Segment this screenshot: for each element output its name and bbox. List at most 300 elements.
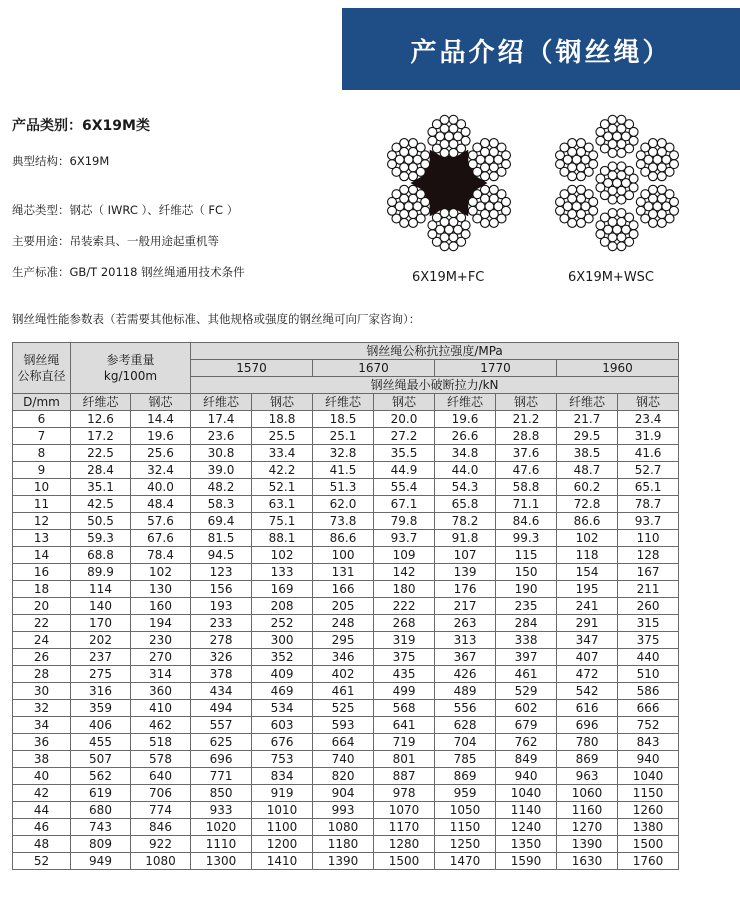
table-cell: 263 [435,615,496,632]
table-cell: 22.5 [71,445,131,462]
table-cell: 507 [71,751,131,768]
wire [608,162,617,171]
table-cell: 696 [557,717,618,734]
header-weight-line1: 参考重量 [106,353,155,367]
table-cell: 679 [496,717,557,734]
table-cell: 50.5 [71,513,131,530]
table-cell: 52.7 [618,462,679,479]
table-cell: 1150 [618,785,679,802]
table-cell: 19.6 [435,411,496,428]
table-cell: 1270 [557,819,618,836]
table-cell: 869 [435,768,496,785]
table-cell: 949 [71,853,131,870]
table-cell: 176 [435,581,496,598]
wire [629,174,638,183]
table-cell: 12.6 [71,411,131,428]
table-cell: 30.8 [191,445,252,462]
table-cell: 22 [13,615,71,632]
rope-cross-section-wsc-diagram [546,112,688,254]
table-cell: 114 [71,581,131,598]
table-cell: 1260 [618,802,679,819]
table-cell: 557 [191,717,252,734]
wire [617,195,626,204]
table-cell: 706 [131,785,191,802]
table-cell: 959 [435,785,496,802]
table-cell: 26 [13,649,71,666]
table-row [13,445,679,462]
table-cell: 18.5 [313,411,374,428]
table-cell: 233 [191,615,252,632]
table-cell: 115 [496,547,557,564]
table-row [13,564,679,581]
table-cell: 57.6 [131,513,191,530]
wire [461,221,470,230]
table-cell: 375 [618,632,679,649]
table-cell: 202 [71,632,131,649]
table-cell: 16 [13,564,71,581]
table-cell: 14.4 [131,411,191,428]
wire [440,209,449,218]
table-cell: 696 [191,751,252,768]
table-cell: 440 [618,649,679,666]
table-cell: 58.3 [191,496,252,513]
table-cell: 35.5 [374,445,435,462]
table-cell: 435 [374,666,435,683]
table-cell: 26.6 [435,428,496,445]
table-cell: 28 [13,666,71,683]
wire [648,139,657,148]
table-cell: 1300 [191,853,252,870]
table-cell: 469 [252,683,313,700]
banner-title: 产品介绍（钢丝绳） [410,38,672,68]
table-cell: 222 [374,598,435,615]
table-cell: 54.3 [435,479,496,496]
table-row [13,462,679,479]
table-cell: 887 [374,768,435,785]
table-cell: 51.3 [313,479,374,496]
table-cell: 664 [313,734,374,751]
table-cell: 719 [374,734,435,751]
wire [489,172,498,181]
wire [409,172,418,181]
table-row [13,649,679,666]
table-cell: 556 [435,700,496,717]
table-cell: 472 [557,666,618,683]
wire [577,218,586,227]
table-cell: 586 [618,683,679,700]
table-cell: 71.1 [496,496,557,513]
table-cell: 850 [191,785,252,802]
production-standard: 生产标准：GB/T 20118 钢丝绳通用技术条件 [12,265,245,279]
table-cell: 397 [496,649,557,666]
header-fiber-core: 纤维芯 [191,394,252,411]
table-row [13,836,679,853]
table-cell: 1470 [435,853,496,870]
table-cell: 20.0 [374,411,435,428]
table-cell: 1180 [313,836,374,853]
table-cell: 1390 [557,836,618,853]
table-cell: 38 [13,751,71,768]
table-cell: 1500 [374,853,435,870]
table-cell: 993 [313,802,374,819]
table-cell: 1080 [313,819,374,836]
table-cell: 47.6 [496,462,557,479]
table-cell: 1020 [191,819,252,836]
table-cell: 316 [71,683,131,700]
table-cell: 86.6 [557,513,618,530]
header-diameter-line1: 钢丝绳 [23,353,60,367]
table-cell: 315 [618,615,679,632]
wire [636,206,645,215]
table-cell: 252 [252,615,313,632]
wire [577,172,586,181]
table-row [13,700,679,717]
table-cell: 1150 [435,819,496,836]
table-cell: 940 [618,751,679,768]
table-cell: 740 [313,751,374,768]
table-cell: 801 [374,751,435,768]
table-cell: 18 [13,581,71,598]
wire [449,148,458,157]
table-cell: 319 [374,632,435,649]
table-cell: 62.0 [313,496,374,513]
table-cell: 704 [435,734,496,751]
table-cell: 676 [252,734,313,751]
table-cell: 78.7 [618,496,679,513]
table-cell: 593 [313,717,374,734]
table-cell: 753 [252,751,313,768]
table-cell: 846 [131,819,191,836]
table-cell: 63.1 [252,496,313,513]
table-cell: 1040 [618,768,679,785]
table-cell: 6 [13,411,71,428]
table-row [13,751,679,768]
table-cell: 156 [191,581,252,598]
table-row [13,428,679,445]
table-cell: 489 [435,683,496,700]
table-cell: 518 [131,734,191,751]
table-cell: 8 [13,445,71,462]
table-cell: 32.4 [131,462,191,479]
table-row [13,802,679,819]
wire [388,206,397,215]
table-cell: 107 [435,547,496,564]
table-cell: 27.2 [374,428,435,445]
table-cell: 208 [252,598,313,615]
table-cell: 409 [252,666,313,683]
table-cell: 33.4 [252,445,313,462]
table-cell: 1140 [496,802,557,819]
table-cell: 780 [557,734,618,751]
wire [670,151,679,160]
wire [596,183,605,192]
table-row [13,615,679,632]
table-cell: 326 [191,649,252,666]
table-cell: 18.8 [252,411,313,428]
table-cell: 89.9 [71,564,131,581]
wire [421,197,430,206]
table-cell: 849 [496,751,557,768]
rope-spec-table [12,342,679,870]
wire [617,148,626,157]
wire [648,185,657,194]
table-cell: 455 [71,734,131,751]
table-cell: 46 [13,819,71,836]
table-row [13,513,679,530]
table-cell: 375 [374,649,435,666]
table-cell: 217 [435,598,496,615]
table-cell: 169 [252,581,313,598]
wire [670,197,679,206]
table-row [13,547,679,564]
table-cell: 17.4 [191,411,252,428]
table-cell: 32.8 [313,445,374,462]
table-cell: 195 [557,581,618,598]
table-cell: 32 [13,700,71,717]
table-cell: 34 [13,717,71,734]
table-cell: 406 [71,717,131,734]
table-cell: 616 [557,700,618,717]
wire [589,197,598,206]
table-cell: 100 [313,547,374,564]
table-cell: 1170 [374,819,435,836]
table-cell: 41.6 [618,445,679,462]
product-category: 产品类别：6X19M类 [12,118,150,134]
table-cell: 904 [313,785,374,802]
table-cell: 1500 [618,836,679,853]
table-cell: 28.8 [496,428,557,445]
table-cell: 352 [252,649,313,666]
table-caption: 钢丝绳性能参数表（若需要其他标准、其他规格或强度的钢丝绳可向厂家咨询）： [12,312,421,326]
header-diameter-line2: 公称直径 [17,369,66,383]
table-cell: 260 [618,598,679,615]
wire [636,160,645,169]
table-cell: 86.6 [313,530,374,547]
table-cell: 37.6 [496,445,557,462]
table-cell: 42.2 [252,462,313,479]
wire [421,151,430,160]
table-cell: 1280 [374,836,435,853]
grade-header: 1670 [313,360,435,377]
table-cell: 820 [313,768,374,785]
table-cell: 40.0 [131,479,191,496]
wire [608,209,617,218]
table-cell: 211 [618,581,679,598]
header-steel-core: 钢芯 [131,394,191,411]
table-cell: 602 [496,700,557,717]
wire [388,160,397,169]
table-cell: 619 [71,785,131,802]
table-cell: 140 [71,598,131,615]
table-cell: 139 [435,564,496,581]
grade-header: 1770 [435,360,557,377]
table-cell: 42 [13,785,71,802]
table-cell: 154 [557,564,618,581]
table-cell: 67.6 [131,530,191,547]
table-cell: 407 [557,649,618,666]
table-cell: 426 [435,666,496,683]
wire [449,242,458,251]
table-cell: 367 [435,649,496,666]
table-cell: 142 [374,564,435,581]
table-cell: 1060 [557,785,618,802]
main-usage: 主要用途：吊装索具、一般用途起重机等 [12,234,219,248]
table-cell: 785 [435,751,496,768]
table-cell: 378 [191,666,252,683]
table-cell: 241 [557,598,618,615]
table-cell: 84.6 [496,513,557,530]
wire [409,218,418,227]
table-row [13,683,679,700]
table-row [13,768,679,785]
table-cell: 869 [557,751,618,768]
table-cell: 36 [13,734,71,751]
table-cell: 525 [313,700,374,717]
table-row [13,734,679,751]
table-cell: 23.6 [191,428,252,445]
table-cell: 809 [71,836,131,853]
table-cell: 59.3 [71,530,131,547]
table-cell: 67.1 [374,496,435,513]
table-cell: 110 [618,530,679,547]
table-cell: 21.7 [557,411,618,428]
table-row [13,411,679,428]
table-cell: 461 [313,683,374,700]
table-cell: 93.7 [618,513,679,530]
table-cell: 1010 [252,802,313,819]
table-cell: 529 [496,683,557,700]
wire [657,172,666,181]
table-cell: 359 [71,700,131,717]
table-cell: 641 [374,717,435,734]
table-cell: 23.4 [618,411,679,428]
table-cell: 7 [13,428,71,445]
table-cell: 771 [191,768,252,785]
header-steel-core: 钢芯 [252,394,313,411]
table-cell: 29.5 [557,428,618,445]
table-cell: 347 [557,632,618,649]
table-cell: 291 [557,615,618,632]
table-cell: 237 [71,649,131,666]
wire [461,127,470,136]
table-cell: 41.5 [313,462,374,479]
table-cell: 20 [13,598,71,615]
header-weight [71,343,191,394]
wire [468,206,477,215]
rope-cross-section-fc-diagram [378,112,520,254]
table-cell: 52.1 [252,479,313,496]
table-row [13,479,679,496]
fc-caption: 6X19M+FC [412,270,485,285]
wire [400,185,409,194]
table-cell: 640 [131,768,191,785]
table-cell: 542 [557,683,618,700]
wire [556,160,565,169]
table-cell: 78.2 [435,513,496,530]
table-cell: 843 [618,734,679,751]
wire [480,185,489,194]
table-cell: 275 [71,666,131,683]
table-cell: 42.5 [71,496,131,513]
table-cell: 131 [313,564,374,581]
table-cell: 21.2 [496,411,557,428]
table-cell: 160 [131,598,191,615]
table-cell: 38.5 [557,445,618,462]
table-cell: 48.4 [131,496,191,513]
table-row [13,632,679,649]
table-cell: 72.8 [557,496,618,513]
header-steel-core: 钢芯 [496,394,557,411]
table-row [13,819,679,836]
table-cell: 150 [496,564,557,581]
table-cell: 9 [13,462,71,479]
table-cell: 25.1 [313,428,374,445]
wire [428,230,437,239]
header-fiber-core: 纤维芯 [71,394,131,411]
wire [440,115,449,124]
table-cell: 1100 [252,819,313,836]
header-tensile-strength: 钢丝绳公称抗拉强度/MPa [191,343,679,360]
wire [596,230,605,239]
table-row [13,530,679,547]
header-diameter [13,343,71,394]
table-cell: 494 [191,700,252,717]
table-cell: 39.0 [191,462,252,479]
table-cell: 752 [618,717,679,734]
typical-structure: 典型结构：6X19M [12,154,110,168]
table-cell: 278 [191,632,252,649]
table-cell: 235 [496,598,557,615]
header-weight-line2: kg/100m [103,369,158,383]
header-unit: D/mm [13,394,71,411]
wire [400,139,409,148]
table-cell: 167 [618,564,679,581]
table-cell: 284 [496,615,557,632]
wire [596,136,605,145]
table-cell: 461 [496,666,557,683]
table-cell: 230 [131,632,191,649]
table-cell: 35.1 [71,479,131,496]
table-cell: 562 [71,768,131,785]
table-cell: 109 [374,547,435,564]
table-cell: 1590 [496,853,557,870]
table-cell: 11 [13,496,71,513]
table-cell: 270 [131,649,191,666]
table-cell: 14 [13,547,71,564]
table-cell: 24 [13,632,71,649]
table-row [13,666,679,683]
wire [428,136,437,145]
table-cell: 434 [191,683,252,700]
table-cell: 79.8 [374,513,435,530]
table-cell: 268 [374,615,435,632]
table-row [13,785,679,802]
table-cell: 55.4 [374,479,435,496]
core-types: 绳芯类型：钢芯（ IWRC ）、纤维芯（ FC ） [12,203,239,217]
table-row [13,717,679,734]
table-cell: 346 [313,649,374,666]
wire [589,151,598,160]
table-cell: 40 [13,768,71,785]
table-cell: 295 [313,632,374,649]
table-cell: 1250 [435,836,496,853]
table-cell: 75.1 [252,513,313,530]
table-cell: 25.6 [131,445,191,462]
table-cell: 13 [13,530,71,547]
wire [629,127,638,136]
table-row [13,496,679,513]
table-cell: 625 [191,734,252,751]
